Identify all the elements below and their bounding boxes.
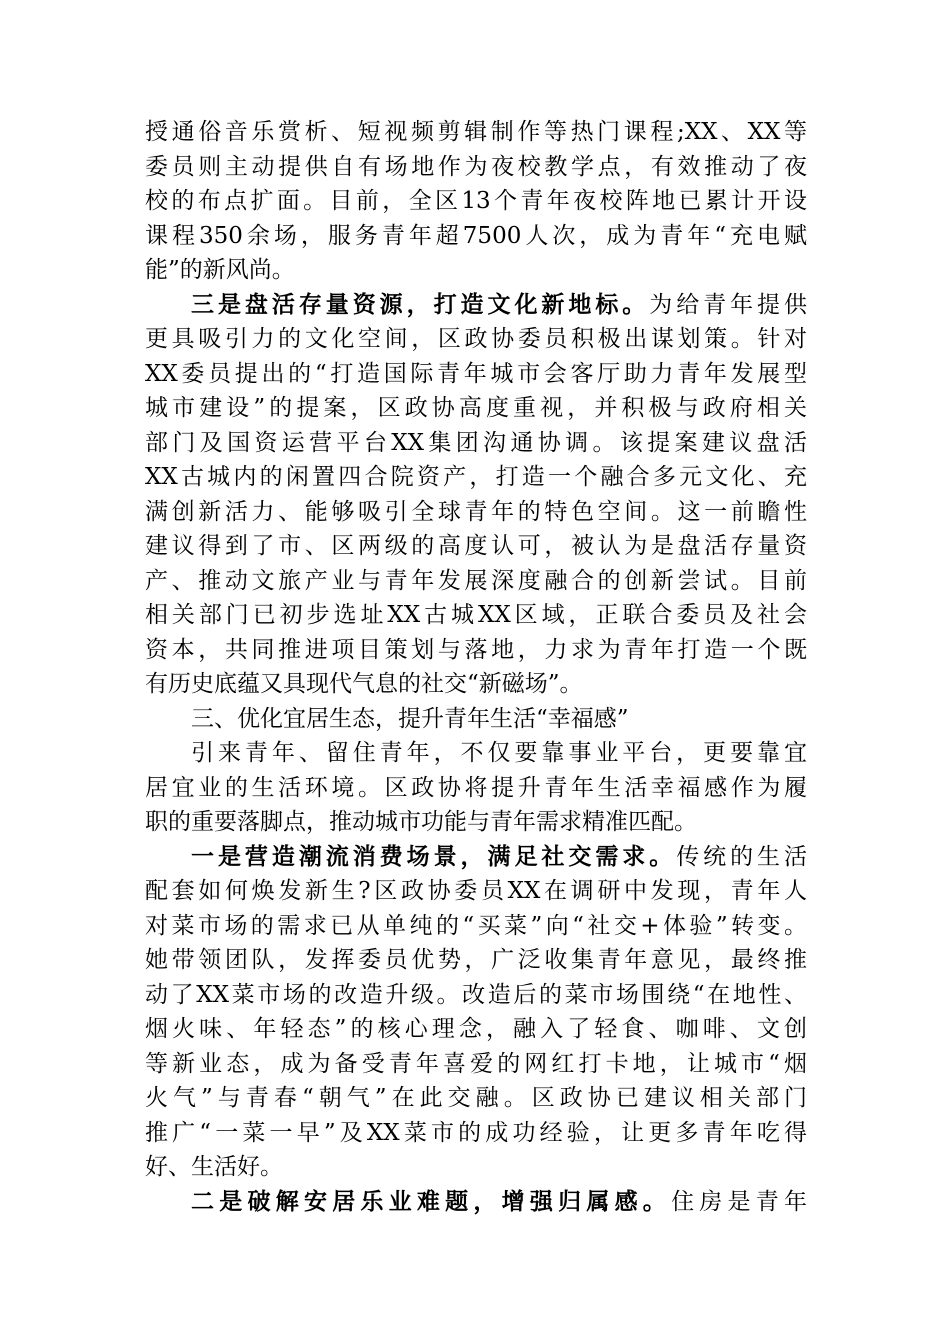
- paragraph-line: 等新业态，成为备受青年喜爱的网红打卡地，让城市“烟: [145, 1050, 807, 1077]
- paragraph-first-line: [145, 1185, 807, 1220]
- paragraph-first-line: [145, 288, 807, 323]
- paragraph-line: 烟火味、年轻态”的核心理念，融入了轻食、咖啡、文创: [145, 1016, 807, 1042]
- paragraph-line: XX委员提出的“打造国际青年城市会客厅助力青年发展型: [145, 360, 807, 387]
- paragraph-line: 引来青年、留住青年，不仅要靠事业平台，更要靠宜: [191, 740, 807, 766]
- paragraph-line: 对菜市场的需求已从单纯的“买菜”向“社交+体验”转变。: [145, 912, 807, 939]
- paragraph-line: 授通俗音乐赏析、短视频剪辑制作等热门课程;XX、XX等: [145, 119, 807, 145]
- paragraph-text: 为给青年提供: [649, 291, 808, 318]
- paragraph-line: 居宜业的生活环境。区政协将提升青年生活幸福感作为履: [145, 774, 807, 801]
- paragraph-line: 满创新活力、能够吸引全球青年的特色空间。这一前瞻性: [145, 498, 807, 525]
- paragraph-heading: 一是营造潮流消费场景，满足社交需求。: [191, 842, 677, 870]
- paragraph-line: 委员则主动提供自有场地作为夜校教学点，有效推动了夜: [145, 153, 807, 180]
- paragraph-line: 部门及国资运营平台XX集团沟通协调。该提案建议盘活: [145, 429, 807, 456]
- paragraph-line: 动了XX菜市场的改造升级。改造后的菜市场围绕“在地性、: [145, 981, 807, 1008]
- paragraph-heading: 二是破解安居乐业难题，增强归属感。: [191, 1187, 672, 1215]
- paragraph-line: 更具吸引力的文化空间，区政协委员积极出谋划策。针对: [145, 326, 807, 352]
- paragraph-line: 有历史底蕴又具现代气息的社交“新磁场”。: [145, 671, 583, 697]
- paragraph-line: 配套如何焕发新生?区政协委员XX在调研中发现，青年人: [145, 878, 807, 904]
- paragraph-line: 推广“一菜一早”及XX菜市的成功经验，让更多青年吃得: [145, 1119, 807, 1146]
- paragraph-line: 职的重要落脚点，推动城市功能与青年需求精准匹配。: [145, 809, 697, 835]
- paragraph-line: 火气”与青春“朝气”在此交融。区政协已建议相关部门: [145, 1085, 807, 1111]
- paragraph-heading: 三是盘活存量资源，打造文化新地标。: [191, 290, 650, 318]
- paragraph-line: 校的布点扩面。目前，全区13个青年夜校阵地已累计开设: [145, 188, 807, 214]
- paragraph-line: 城市建设”的提案，区政协高度重视，并积极与政府相关: [145, 395, 807, 421]
- paragraph-text: 传统的生活: [676, 843, 808, 870]
- paragraph-line: 能”的新风尚。: [145, 257, 295, 283]
- section-title: 三、优化宜居生态，提升青年生活“幸福感”: [191, 705, 629, 732]
- paragraph-line: XX古城内的闲置四合院资产，打造一个融合多元文化、充: [145, 464, 807, 490]
- document-page: [145, 115, 807, 1219]
- paragraph-line: 好、生活好。: [145, 1154, 283, 1180]
- paragraph-text: 住房是青年: [671, 1188, 808, 1215]
- paragraph-first-line: [145, 840, 807, 875]
- paragraph-line: 资本，共同推进项目策划与落地，力求为青年打造一个既: [145, 636, 807, 663]
- paragraph-line: 课程350余场，服务青年超7500人次，成为青年“充电赋: [145, 222, 807, 249]
- paragraph-line: 她带领团队，发挥委员优势，广泛收集青年意见，最终推: [145, 947, 807, 973]
- paragraph-line: 产、推动文旅产业与青年发展深度融合的创新尝试。目前: [145, 567, 807, 594]
- paragraph-line: 相关部门已初步选址XX古城XX区域，正联合委员及社会: [145, 602, 807, 628]
- paragraph-line: 建议得到了市、区两级的高度认可，被认为是盘活存量资: [145, 533, 807, 559]
